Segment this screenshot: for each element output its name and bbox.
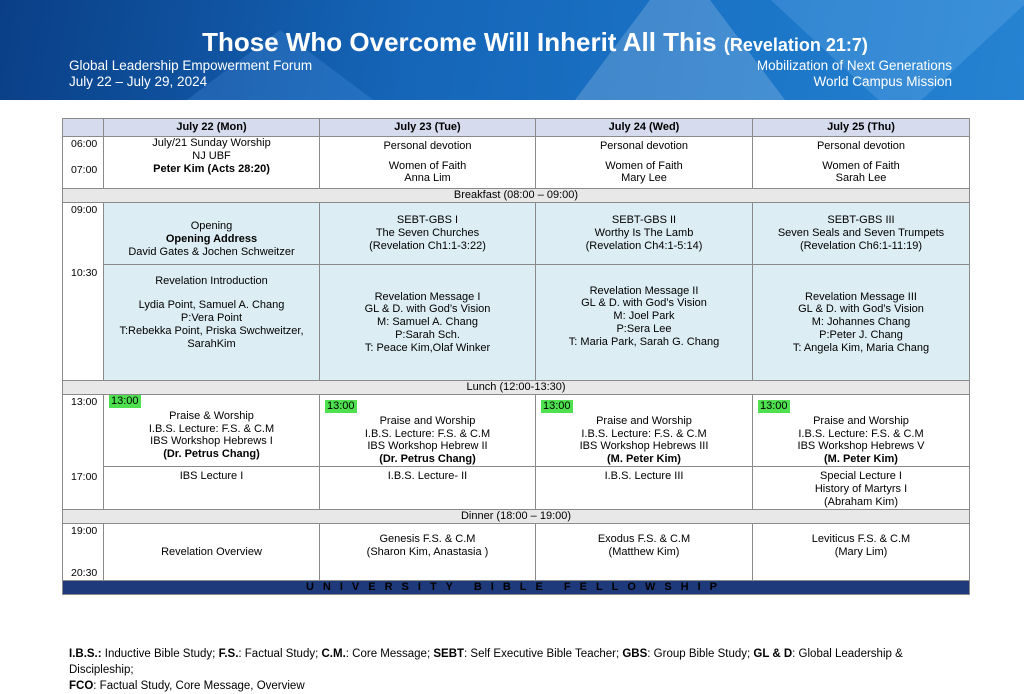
dinner-row bbox=[63, 510, 970, 524]
late-afternoon-row bbox=[63, 467, 970, 510]
start-time-badge: 13:00 bbox=[111, 395, 139, 407]
corner-cell bbox=[63, 119, 104, 137]
cell-line: P:Sera Lee bbox=[616, 322, 672, 335]
legend-key: FCO bbox=[69, 680, 94, 692]
cell-line: Revelation Overview bbox=[161, 545, 262, 558]
morning-mon bbox=[104, 137, 320, 189]
lunch-break: Lunch (12:00-13:30) bbox=[63, 381, 970, 395]
time-cell-evening bbox=[63, 524, 104, 581]
cell-line: Praise and Worship bbox=[596, 414, 692, 427]
cell-line: Special Lecture I bbox=[820, 470, 902, 482]
cell-line: Personal devotion bbox=[383, 139, 472, 152]
time-label: 19:00 bbox=[71, 525, 98, 537]
forum-dates: July 22 – July 29, 2024 bbox=[69, 74, 208, 89]
cell-line: Personal devotion bbox=[599, 139, 689, 152]
cell-line: IBS Workshop Hebrews V bbox=[797, 440, 925, 453]
cell-line: Leviticus F.S. & C.M bbox=[811, 533, 911, 546]
start-time-badge: 13:00 bbox=[760, 400, 788, 413]
speaker-name: Peter Kim (Acts 28:20) bbox=[153, 162, 270, 175]
morning-wed bbox=[536, 137, 753, 189]
time-label: 07:00 bbox=[71, 164, 98, 176]
dinner-break: Dinner (18:00 – 19:00) bbox=[63, 510, 970, 524]
evening-mon bbox=[104, 524, 320, 581]
time-label: 17:00 bbox=[71, 471, 98, 483]
morning-row bbox=[63, 137, 970, 189]
late-wed bbox=[536, 467, 753, 510]
day-mon-header: July 22 (Mon) bbox=[104, 119, 320, 137]
cell-line: T: Peace Kim,Olaf Winker bbox=[364, 341, 491, 354]
cell-line: Praise and Worship bbox=[813, 414, 909, 427]
cell-line: Revelation Message I bbox=[374, 290, 481, 303]
time-label: 20:30 bbox=[71, 567, 98, 579]
cell-line: I.B.S. Lecture: F.S. & C.M bbox=[581, 427, 707, 440]
page-title bbox=[0, 27, 1024, 58]
legend-value: : Core Message; bbox=[345, 648, 434, 660]
cell-line: SEBT-GBS II bbox=[611, 214, 677, 227]
cell-line: I.B.S. Lecture: F.S. & C.M bbox=[798, 427, 924, 440]
cell-line: History of Martyrs I bbox=[814, 482, 908, 495]
legend-value: : Global Leadership & Discipleship; bbox=[69, 648, 903, 676]
legend-value: : Group Bible Study; bbox=[647, 648, 754, 660]
time-label: 09:00 bbox=[71, 204, 98, 216]
legend-line bbox=[69, 646, 969, 678]
day-wed-header: July 24 (Wed) bbox=[536, 119, 753, 137]
cell-line: I.B.S. Lecture- II bbox=[387, 470, 468, 482]
legend-key: SEBT bbox=[433, 648, 465, 660]
afternoon-mon bbox=[104, 395, 320, 467]
speaker-name: (M. Peter Kim) bbox=[824, 453, 898, 466]
cell-line: Mary Lee bbox=[621, 172, 667, 185]
late-thu bbox=[753, 467, 970, 510]
session2-mon bbox=[104, 265, 320, 381]
cell-line: Exodus F.S. & C.M bbox=[597, 533, 691, 546]
session1-mon bbox=[104, 203, 320, 265]
breakfast-break: Breakfast (08:00 – 09:00) bbox=[63, 189, 970, 203]
time-label: 13:00 bbox=[71, 396, 98, 408]
cell-line: T: Angela Kim, Maria Chang bbox=[792, 341, 930, 354]
evening-wed bbox=[536, 524, 753, 581]
legend-key: I.B.S.: bbox=[69, 648, 102, 660]
cell-line: Seven Seals and Seven Trumpets bbox=[777, 227, 945, 240]
legend-line bbox=[69, 678, 969, 694]
breakfast-row bbox=[63, 189, 970, 203]
cell-line: P:Sarah Sch. bbox=[395, 328, 460, 341]
legend-key: GL & D bbox=[753, 648, 793, 660]
speaker-name: (Dr. Petrus Chang) bbox=[379, 453, 476, 466]
bottom-bar-row bbox=[63, 581, 970, 595]
cell-line: Lydia Point, Samuel A. Chang bbox=[138, 299, 285, 312]
cell-line: P:Vera Point bbox=[180, 312, 243, 325]
cell-line: I.B.S. Lecture III bbox=[604, 470, 684, 482]
abbreviation-legend bbox=[69, 646, 969, 694]
cell-line: Worthy Is The Lamb bbox=[594, 227, 694, 240]
time-cell-morning bbox=[63, 137, 104, 189]
cell-line: Genesis F.S. & C.M bbox=[379, 533, 476, 546]
cell-line: SEBT-GBS III bbox=[827, 214, 895, 227]
session2-row bbox=[63, 265, 970, 381]
evening-row bbox=[63, 524, 970, 581]
cell-line: SarahKim bbox=[187, 337, 236, 350]
session2-wed bbox=[536, 265, 753, 381]
legend-key: C.M. bbox=[321, 648, 346, 660]
cell-line: IBS Workshop Hebrews III bbox=[579, 440, 709, 453]
cell-line: (Abraham Kim) bbox=[824, 495, 898, 508]
cell-line: (Revelation Ch6:1-11:19) bbox=[799, 239, 923, 252]
cell-line: Anna Lim bbox=[404, 172, 451, 185]
cell-line: GL & D. with God’s Vision bbox=[364, 303, 491, 316]
time-cell-session bbox=[63, 203, 104, 381]
morning-thu bbox=[753, 137, 970, 189]
cell-line: T: Maria Park, Sarah G. Chang bbox=[568, 335, 720, 348]
cell-line: P:Peter J. Chang bbox=[819, 328, 903, 341]
legend-value: : Self Executive Bible Teacher; bbox=[464, 648, 623, 660]
afternoon-row bbox=[63, 395, 970, 467]
cell-line: IBS Workshop Hebrew II bbox=[367, 440, 488, 453]
header-banner bbox=[0, 0, 1024, 100]
time-label: 10:30 bbox=[71, 267, 98, 279]
session2-tue bbox=[320, 265, 536, 381]
forum-name: Global Leadership Empowerment Forum bbox=[69, 58, 313, 73]
session1-wed bbox=[536, 203, 753, 265]
cell-line: Sarah Lee bbox=[835, 172, 887, 185]
cell-line: SEBT-GBS I bbox=[396, 214, 459, 227]
cell-line: Opening bbox=[190, 220, 233, 233]
mission-line1: Mobilization of Next Generations bbox=[756, 58, 952, 73]
start-time-badge: 13:00 bbox=[543, 400, 571, 413]
cell-line: M: Johannes Chang bbox=[811, 316, 911, 329]
cell-line-bold: Opening Address bbox=[165, 233, 258, 246]
legend-key: GBS bbox=[622, 648, 648, 660]
day-tue-header: July 23 (Tue) bbox=[320, 119, 536, 137]
fellowship-bar: UNIVERSITY BIBLE FELLOWSHIP bbox=[63, 581, 970, 595]
cell-line: (Matthew Kim) bbox=[608, 546, 680, 558]
cell-line: July/21 Sunday Worship bbox=[152, 137, 271, 150]
cell-line: Women of Faith bbox=[388, 159, 467, 172]
evening-thu bbox=[753, 524, 970, 581]
cell-line: Revelation Message II bbox=[589, 284, 699, 297]
cell-line: Revelation Message III bbox=[805, 290, 917, 303]
late-tue bbox=[320, 467, 536, 510]
afternoon-tue bbox=[320, 395, 536, 467]
session2-thu bbox=[753, 265, 970, 381]
late-mon bbox=[104, 467, 320, 510]
cell-line: Praise and Worship bbox=[379, 414, 476, 427]
time-label: 06:00 bbox=[71, 138, 98, 150]
mission-line2: World Campus Mission bbox=[813, 74, 952, 89]
cell-line: (Revelation Ch1:1-3:22) bbox=[369, 239, 486, 252]
cell-line: (Mary Lim) bbox=[834, 546, 888, 558]
day-header-row bbox=[63, 119, 970, 137]
cell-line: I.B.S. Lecture: F.S. & C.M bbox=[148, 422, 275, 435]
start-time-badge: 13:00 bbox=[327, 400, 355, 413]
day-thu-header: July 25 (Thu) bbox=[753, 119, 970, 137]
morning-tue bbox=[320, 137, 536, 189]
speaker-name: (M. Peter Kim) bbox=[607, 453, 681, 466]
session1-row bbox=[63, 203, 970, 265]
lunch-row bbox=[63, 381, 970, 395]
cell-line: GL & D. with God’s Vision bbox=[581, 297, 707, 310]
legend-value: Inductive Bible Study; bbox=[101, 648, 219, 660]
cell-line: Women of Faith bbox=[605, 159, 683, 172]
afternoon-thu bbox=[753, 395, 970, 467]
cell-line: Revelation Introduction bbox=[155, 274, 268, 287]
cell-line: The Seven Churches bbox=[375, 227, 480, 240]
cell-line: NJ UBF bbox=[192, 150, 231, 163]
cell-line: Personal devotion bbox=[816, 139, 906, 152]
afternoon-wed bbox=[536, 395, 753, 467]
cell-line: I.B.S. Lecture: F.S. & C.M bbox=[364, 427, 491, 440]
cell-line: T:Rebekka Point, Priska Swchweitzer, bbox=[119, 324, 304, 337]
cell-line: Women of Faith bbox=[822, 159, 900, 172]
cell-line: M: Joel Park bbox=[613, 310, 675, 323]
cell-line: IBS Lecture I bbox=[179, 470, 244, 482]
title-main: Those Who Overcome Will Inherit All This bbox=[202, 27, 717, 57]
cell-line: M: Samuel A. Chang bbox=[377, 316, 478, 329]
legend-value: : Factual Study, Core Message, Overview bbox=[93, 680, 305, 692]
evening-tue bbox=[320, 524, 536, 581]
cell-line: GL & D. with God’s Vision bbox=[798, 303, 924, 316]
legend-value: : Factual Study; bbox=[238, 648, 322, 660]
cell-line: IBS Workshop Hebrews I bbox=[150, 435, 273, 448]
title-reference: (Revelation 21:7) bbox=[723, 35, 868, 55]
session1-tue bbox=[320, 203, 536, 265]
cell-line: David Gates & Jochen Schweitzer bbox=[128, 245, 295, 258]
schedule-table bbox=[62, 118, 970, 595]
time-cell-afternoon bbox=[63, 395, 104, 510]
legend-key: F.S. bbox=[218, 648, 239, 660]
speaker-name: (Dr. Petrus Chang) bbox=[163, 448, 260, 461]
cell-line: (Revelation Ch4:1-5:14) bbox=[585, 239, 703, 252]
session1-thu bbox=[753, 203, 970, 265]
cell-line: (Sharon Kim, Anastasia ) bbox=[366, 546, 489, 558]
cell-line: Praise & Worship bbox=[169, 409, 254, 422]
